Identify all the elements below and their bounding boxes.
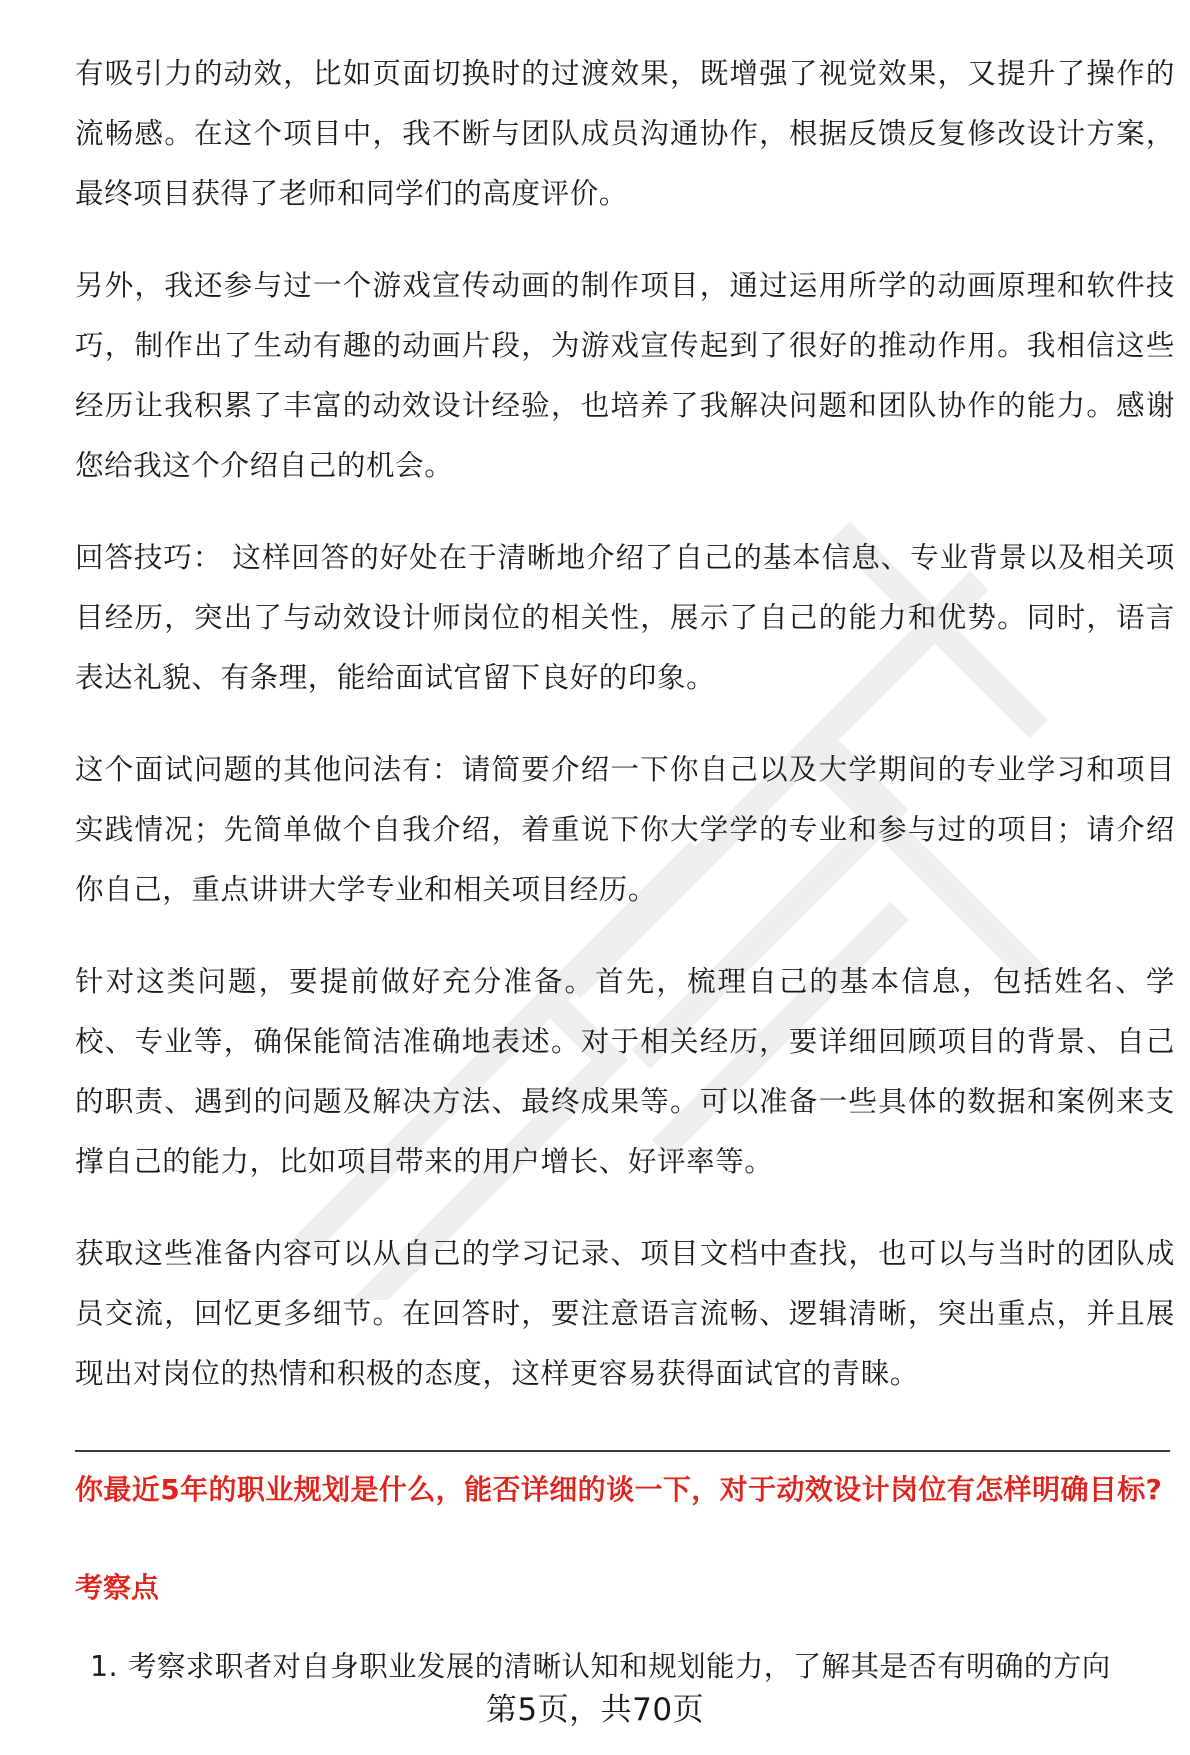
paragraph: 有吸引力的动效，比如页面切换时的过渡效果，既增强了视觉效果，又提升了操作的流畅感。在这个项目中，我不断与团队成员沟通协作，根据反馈反复修改设计方案，最终项目获得了老师和同学们的高度评价。 xyxy=(75,57,1175,210)
section-divider xyxy=(75,1450,1170,1452)
list-item-number: 1. xyxy=(90,1650,118,1683)
paragraph: 针对这类问题，要提前做好充分准备。首先，梳理自己的基本信息，包括姓名、学校、专业等，确保能简洁准确地表述。对于相关经历，要详细回顾项目的背景、自己的职责、遇到的问题及解决方法、最终成果等。可以准备一些具体的数据和案例来支撑自己的能力，比如项目带来的用户增长、好评率等。 xyxy=(75,965,1175,1178)
paragraph: 回答技巧： 这样回答的好处在于清晰地介绍了自己的基本信息、专业背景以及相关项目经历，突出了与动效设计师岗位的相关性，展示了自己的能力和优势。同时，语言表达礼貌、有条理，能给面试官留下良好的印象。 xyxy=(75,541,1175,694)
list-item xyxy=(90,1647,1175,1687)
body-content xyxy=(75,44,1175,1436)
question-heading: 你最近5年的职业规划是什么，能否详细的谈一下，对于动效设计岗位有怎样明确目标? xyxy=(75,1473,1163,1506)
list-item-text: 考察求职者对自身职业发展的清晰认知和规划能力，了解其是否有明确的方向 xyxy=(128,1650,1111,1683)
page-number-footer: 第5页，共70页 xyxy=(485,1692,705,1728)
paragraph: 另外，我还参与过一个游戏宣传动画的制作项目，通过运用所学的动画原理和软件技巧，制作出了生动有趣的动画片段，为游戏宣传起到了很好的推动作用。我相信这些经历让我积累了丰富的动效设计经验，也培养了我解决问题和团队协作的能力。感谢您给我这个介绍自己的机会。 xyxy=(75,269,1175,482)
section-label: 考察点 xyxy=(75,1571,160,1604)
paragraph: 获取这些准备内容可以从自己的学习记录、项目文档中查找，也可以与当时的团队成员交流，回忆更多细节。在回答时，要注意语言流畅、逻辑清晰，突出重点，并且展现出对岗位的热情和积极的态度，这样更容易获得面试官的青睐。 xyxy=(75,1237,1175,1390)
paragraph: 这个面试问题的其他问法有：请简要介绍一下你自己以及大学期间的专业学习和项目实践情况；先简单做个自我介绍，着重说下你大学学的专业和参与过的项目；请介绍你自己，重点讲讲大学专业和相关项目经历。 xyxy=(75,753,1175,906)
